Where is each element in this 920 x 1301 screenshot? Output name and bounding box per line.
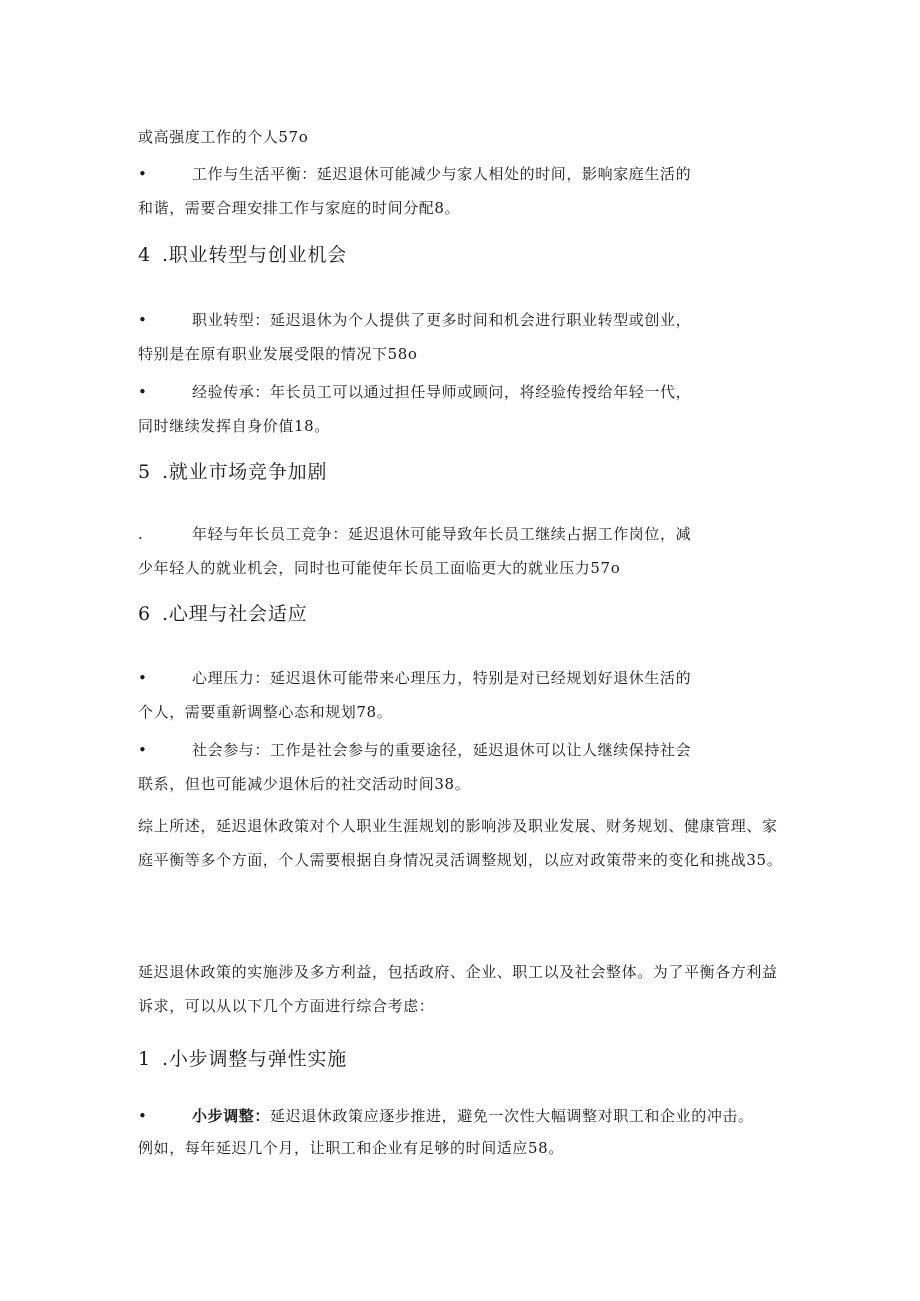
bullet-text-rest: 延迟退休政策应逐步推进，避免一次性大幅调整对职工和企业的冲击。	[270, 1107, 754, 1125]
text-line: 个人，需要重新调整心态和规划78。	[138, 703, 393, 721]
bullet-marker: •	[138, 165, 147, 183]
text-line: 同时继续发挥自身价值18。	[138, 417, 330, 435]
bullet-marker: •	[138, 1107, 147, 1125]
section-heading-5	[138, 459, 327, 485]
bullet-text: 工作与生活平衡：延迟退休可能减少与家人相处的时间，影响家庭生活的	[192, 165, 692, 183]
summary-paragraph-line-1: 综上所述，延迟退休政策对个人职业生涯规划的影响涉及职业发展、财务规划、健康管理、家	[138, 817, 778, 835]
heading-text: .职业转型与创业机会	[162, 244, 348, 266]
heading-number: 5	[138, 461, 151, 483]
heading-number: 6	[138, 603, 151, 625]
section-heading-1	[138, 1046, 347, 1072]
intro-paragraph-line-2: 诉求，可以从以下几个方面进行综合考虑：	[138, 997, 435, 1015]
text-line: 例如，每年延迟几个月，让职工和企业有足够的时间适应58。	[138, 1139, 564, 1157]
bullet-marker: •	[138, 311, 147, 329]
bullet-text: 职业转型：延迟退休为个人提供了更多时间和机会进行职业转型或创业，	[192, 311, 692, 329]
heading-text: .心理与社会适应	[162, 603, 308, 625]
text-line: 少年轻人的就业机会，同时也可能使年长员工面临更大的就业压力57o	[138, 559, 621, 577]
section-heading-4	[138, 242, 347, 268]
bullet-text: 年轻与年长员工竞争：延迟退休可能导致年长员工继续占据工作岗位，减	[192, 525, 692, 543]
intro-paragraph-line-1: 延迟退休政策的实施涉及多方利益，包括政府、企业、职工以及社会整体。为了平衡各方利益	[138, 963, 778, 981]
bullet-marker: •	[138, 741, 147, 759]
heading-text: .就业市场竞争加剧	[162, 461, 328, 483]
heading-text: .小步调整与弹性实施	[162, 1048, 348, 1070]
summary-paragraph-line-2: 庭平衡等多个方面，个人需要根据自身情况灵活调整规划，以应对政策带来的变化和挑战35。	[138, 851, 783, 869]
text-line: 和谐，需要合理安排工作与家庭的时间分配8。	[138, 199, 461, 217]
bullet-text	[192, 1106, 754, 1126]
text-line: 特别是在原有职业发展受限的情况下58o	[138, 345, 418, 363]
bullet-text: 社会参与：工作是社会参与的重要途径，延迟退休可以让人继续保持社会	[192, 741, 692, 759]
bold-term: 小步调整：	[192, 1107, 271, 1125]
heading-number: 1	[138, 1048, 151, 1070]
bullet-marker: •	[138, 383, 147, 401]
bullet-text: 心理压力：延迟退休可能带来心理压力，特别是对已经规划好退休生活的	[192, 669, 692, 687]
heading-number: 4	[138, 244, 151, 266]
text-line: 或高强度工作的个人57o	[138, 128, 309, 146]
bullet-marker: .	[138, 525, 143, 543]
bullet-text: 经验传承：年长员工可以通过担任导师或顾问，将经验传授给年轻一代，	[192, 383, 692, 401]
section-heading-6	[138, 601, 307, 627]
bullet-marker: •	[138, 669, 147, 687]
text-line: 联系，但也可能减少退休后的社交活动时间38。	[138, 775, 471, 793]
